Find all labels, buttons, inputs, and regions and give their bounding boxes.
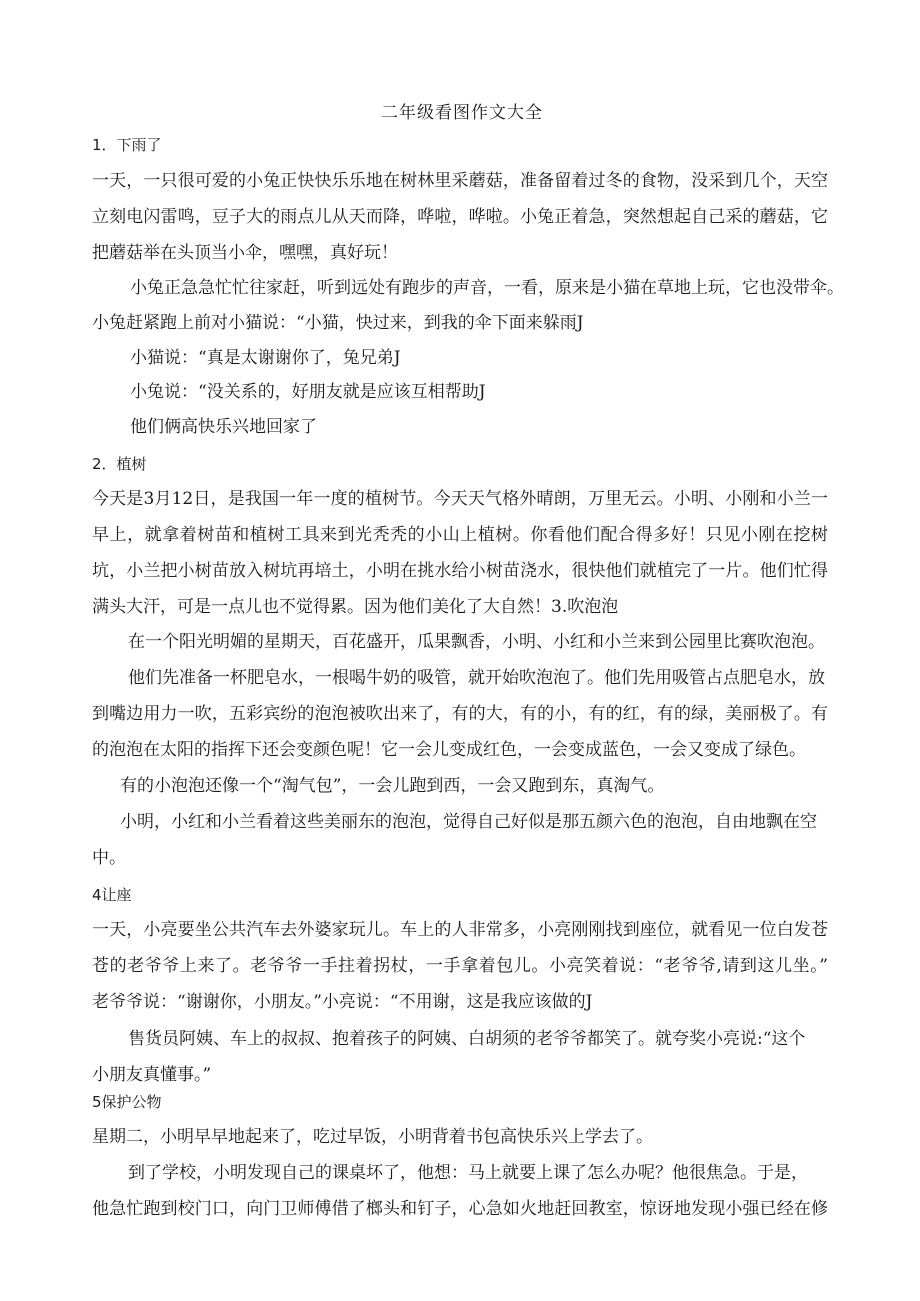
paragraph-line: 今天是3月12日，是我国一年一度的植树节。今天天气格外晴朗，万里无云。小明、小刚和小兰一 bbox=[92, 489, 828, 509]
paragraph-line: 早上，就拿着树苗和植树工具来到光秃秃的小山上植树。你看他们配合得多好！只见小刚在挖树 bbox=[92, 525, 828, 545]
paragraph-line: 的泡泡在太阳的指挥下还会变颜色呢！它一会儿变成红色，一会变成蓝色，一会又变成了绿色。 bbox=[92, 740, 806, 760]
paragraph-line: 中。 bbox=[92, 848, 126, 868]
paragraph-line: 老爷爷说：“谢谢你，小朋友。”小亮说：“不用谢，这是我应该做的J bbox=[92, 992, 593, 1012]
paragraph-line: 售货员阿姨、车上的叔叔、抱着孩子的阿姨、白胡须的老爷爷都笑了。就夸奖小亮说:“这个 bbox=[128, 1029, 806, 1049]
heading-zhishu: 2．植树 bbox=[92, 455, 147, 473]
paragraph-line: 满头大汗，可是一点儿也不觉得累。因为他们美化了大自然！3.吹泡泡 bbox=[92, 597, 619, 617]
paragraph-line: 坑，小兰把小树苗放入树坑再培土，小明在挑水给小树苗浇水，很快他们就植完了一片。他们忙得 bbox=[92, 561, 828, 581]
paragraph-line: 小明，小红和小兰看着这些美丽东的泡泡，觉得自己好似是那五颜六色的泡泡，自由地飘在空 bbox=[120, 812, 817, 832]
document-title: 二年级看图作文大全 bbox=[381, 103, 543, 123]
paragraph-line: 有的小泡泡还像一个“淘气包”，一会儿跑到西，一会又跑到东，真淘气。 bbox=[120, 776, 665, 796]
paragraph-line: 小兔正急急忙忙往家赶，听到远处有跑步的声音，一看，原来是小猫在草地上玩，它也没带伞。 bbox=[130, 278, 844, 298]
paragraph-line: 小兔说：“没关系的，好朋友就是应该互相帮助J bbox=[130, 382, 486, 402]
paragraph-line: 在一个阳光明媚的星期天，百花盛开，瓜果飘香，小明、小红和小兰来到公园里比赛吹泡泡。 bbox=[128, 632, 825, 652]
paragraph-line: 到嘴边用力一吹，五彩宾纷的泡泡被吹出来了，有的大，有的小，有的红，有的绿，美丽极了。有 bbox=[92, 704, 828, 724]
paragraph-line: 他们俩高快乐兴地回家了 bbox=[130, 417, 317, 437]
paragraph-line: 星期二，小明早早地起来了，吃过早饭，小明背着书包高快乐兴上学去了。 bbox=[92, 1127, 653, 1147]
paragraph-line: 小朋友真懂事。” bbox=[92, 1065, 212, 1085]
paragraph-line: 苍的老爷爷上来了。老爷爷一手拄着拐杖，一手拿着包儿。小亮笑着说：“老爷爷,请到这儿坐。” bbox=[92, 956, 828, 976]
paragraph-line: 立刻电闪雷鸣，豆子大的雨点儿从天而降，哗啦，哗啦。小兔正着急，突然想起自己采的蘑菇，它 bbox=[92, 207, 828, 227]
paragraph-line: 他们先准备一杯肥皂水，一根喝牛奶的吸管，就开始吹泡泡了。他们先用吸管占点肥皂水，放 bbox=[128, 668, 825, 688]
heading-baohu-gongwu: 5保护公物 bbox=[92, 1093, 162, 1111]
paragraph-line: 一天，小亮要坐公共汽车去外婆家玩儿。车上的人非常多，小亮刚刚找到座位，就看见一位白发苍 bbox=[92, 920, 828, 940]
heading-rangzuo: 4让座 bbox=[92, 886, 132, 904]
heading-xiayu: 1．下雨了 bbox=[92, 136, 162, 154]
paragraph-line: 一天，一只很可爱的小兔正快快乐乐地在树林里采蘑菇，准备留着过冬的食物，没采到几个，天空 bbox=[92, 171, 828, 191]
paragraph-line: 到了学校，小明发现自己的课桌坏了，他想：马上就要上课了怎么办呢？他很焦急。于是， bbox=[128, 1163, 808, 1183]
paragraph-line: 小猫说：“真是太谢谢你了，兔兄弟J bbox=[130, 348, 401, 368]
paragraph-line: 小兔赶紧跑上前对小猫说：“小猫，快过来，到我的伞下面来躲雨J bbox=[92, 313, 584, 333]
paragraph-line: 他急忙跑到校门口，向门卫师傅借了榔头和钉子，心急如火地赶回教室，惊讶地发现小强已经在修 bbox=[92, 1199, 828, 1219]
paragraph-line: 把蘑菇举在头顶当小伞，嘿嘿，真好玩！ bbox=[92, 243, 398, 263]
